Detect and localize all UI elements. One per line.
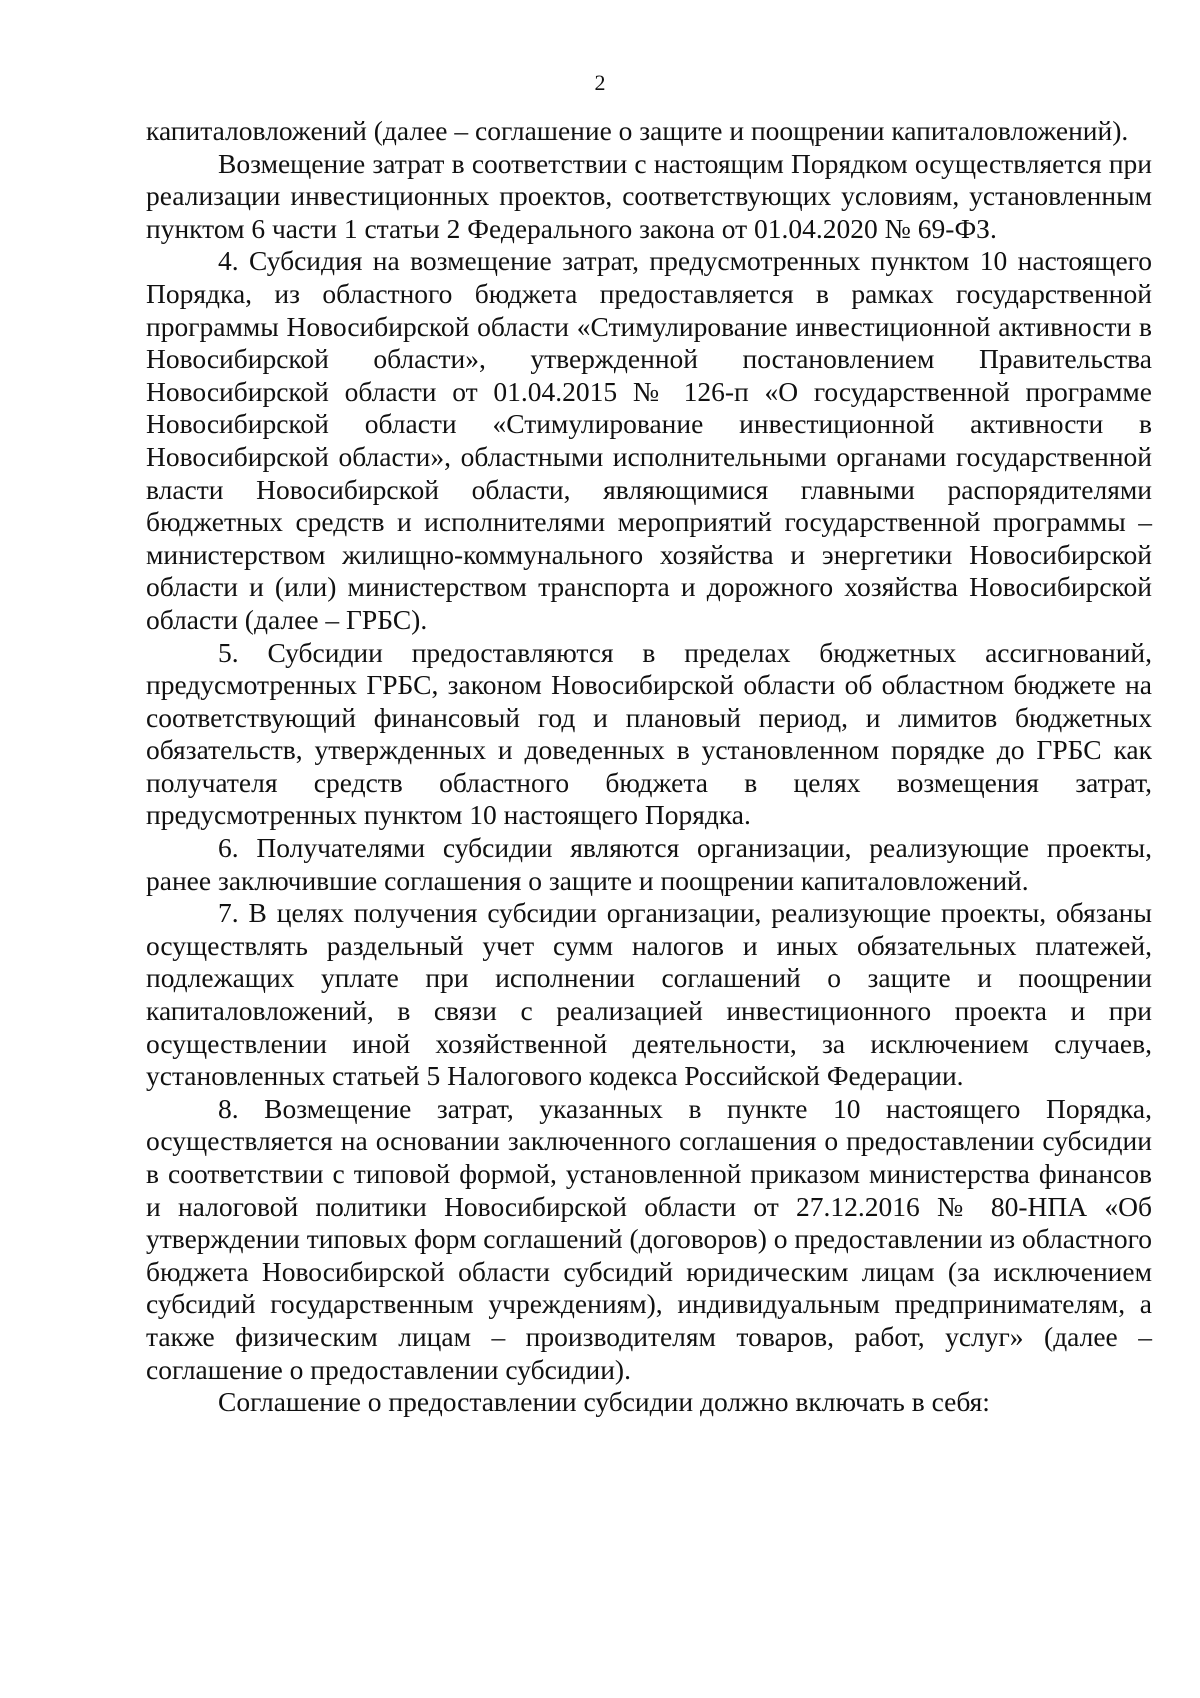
paragraph-item-5: 5. Субсидии предоставляются в пределах бюджетных ассигнований, предусмотренных ГРБС, законом Новосибирской области об областном бюджете на соответствующий финансовый год и плановый период, и лимитов бюджетных обязательств, утвержденных и доведенных в установленном порядке до ГРБС как получателя средств областного бюджета в целях возмещения затрат, предусмотренных пунктом 10 настоящего Порядка.: [146, 636, 1152, 831]
paragraph-reimbursement-conditions: Возмещение затрат в соответствии с настоящим Порядком осуществляется при реализации инвестиционных проектов, соответствующих условиям, установленным пунктом 6 части 1 статьи 2 Федерального закона от 01.04.2020 № 69-ФЗ.: [146, 147, 1152, 244]
paragraph-item-4: 4. Субсидия на возмещение затрат, предусмотренных пунктом 10 настоящего Порядка, из областного бюджета предоставляется в рамках государственной программы Новосибирской области «Стимулирование инвестиционной активности в Новосибирской области», утвержденной постановлением Правительства Новосибирской области от 01.04.2015 № 126-п «О государственной программе Новосибирской области «Стимулирование инвестиционной активности в Новосибирской области», областными исполнительными органами государственной власти Новосибирской области, являющимися главными распорядителями бюджетных средств и исполнителями мероприятий государственной программы – министерством жилищно-коммунального хозяйства и энергетики Новосибирской области и (или) министерством транспорта и дорожного хозяйства Новосибирской области (далее – ГРБС).: [146, 245, 1152, 635]
paragraph-agreement-contents: Соглашение о предоставлении субсидии должно включать в себя:: [218, 1386, 990, 1418]
paragraph-continuation: капиталовложений (далее – соглашение о защите и поощрении капиталовложений).: [146, 115, 1129, 146]
paragraph-item-7: 7. В целях получения субсидии организации, реализующие проекты, обязаны осуществлять раздельный учет сумм налогов и иных обязательных платежей, подлежащих уплате при исполнении соглашений о защите и поощрении капиталовложений, в связи с реализацией инвестиционного проекта и при осуществлении иной хозяйственной деятельности, за исключением случаев, установленных статьей 5 Налогового кодекса Российской Федерации.: [146, 897, 1152, 1092]
document-body: [146, 115, 1152, 1419]
page-number: 2: [594, 70, 606, 95]
paragraph-item-8: 8. Возмещение затрат, указанных в пункте 10 настоящего Порядка, осуществляется на основании заключенного соглашения о предоставлении субсидии в соответствии с типовой формой, установленной приказом министерства финансов и налоговой политики Новосибирской области от 27.12.2016 № 80-НПА «Об утверждении типовых форм соглашений (договоров) о предоставлении из областного бюджета Новосибирской области субсидий юридическим лицам (за исключением субсидий государственным учреждениям), индивидуальным предпринимателям, а также физическим лицам – производителям товаров, работ, услуг» (далее – соглашение о предоставлении субсидии).: [146, 1092, 1152, 1385]
paragraph-item-6: 6. Получателями субсидии являются организации, реализующие проекты, ранее заключившие соглашения о защите и поощрении капиталовложений.: [146, 832, 1152, 896]
